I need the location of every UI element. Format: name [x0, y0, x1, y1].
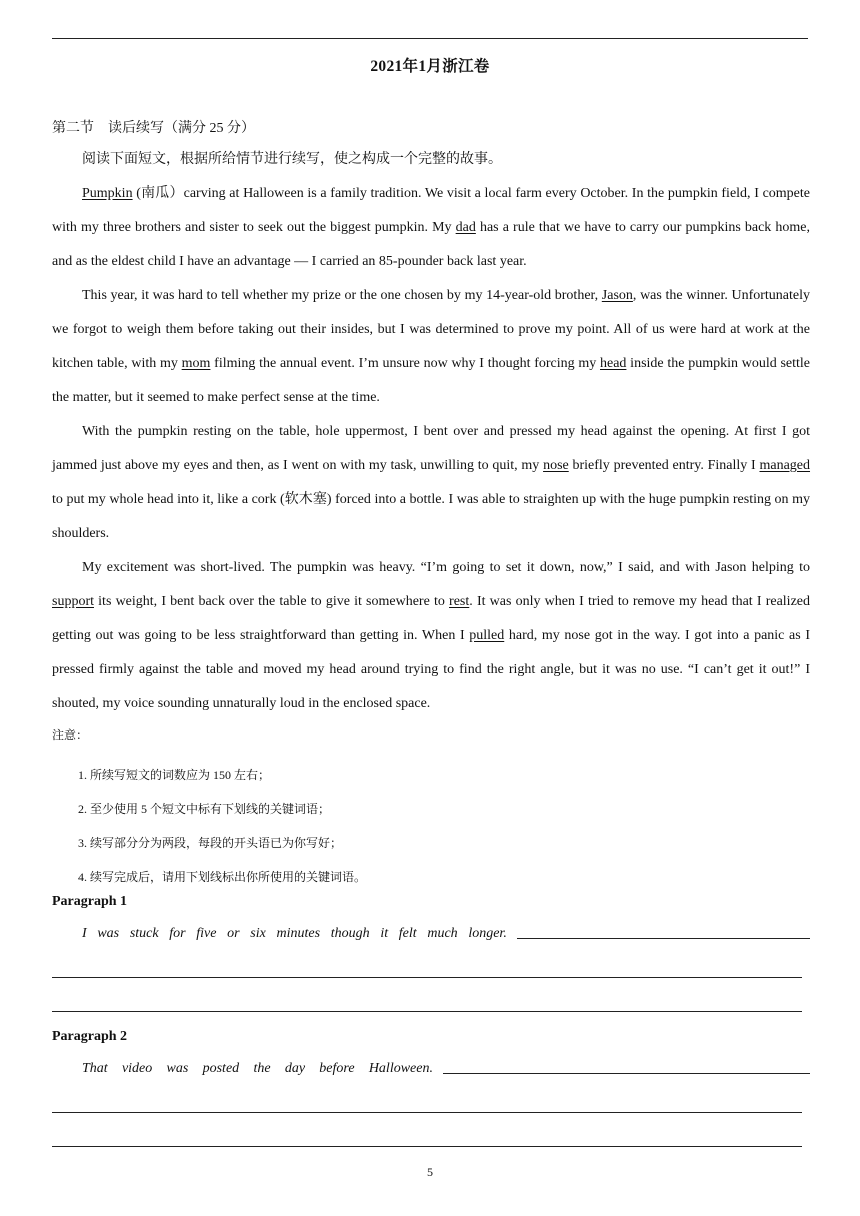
passage-paragraph-1 — [52, 177, 810, 279]
keyword: mom — [181, 356, 211, 371]
starter-word: was — [166, 1061, 189, 1076]
passage-text: With the pumpkin resting on the table, hole uppermost, I bent over and pressed my head against the opening. At first I got jammed just above my eyes and then, as I went on with my task, unwilling to quit, my — [52, 424, 810, 473]
passage-text: . It was only when I tried to remove my head that I realized getting out was going to be less straightforward than getting in. When I — [52, 594, 811, 643]
passage-text: This year, it was hard to tell whether my prize or the one chosen by my 14-year-old brother, — [82, 288, 602, 303]
passage-text: its weight, I bent back over the table to give it somewhere to — [94, 594, 450, 609]
keyword: head — [600, 356, 627, 371]
passage-text: (南瓜）carving at Halloween is a family tradition. We visit a local farm every October. In the pumpkin field, I compete with my three brothers and sister to seek out the biggest pumpkin. My — [52, 186, 810, 235]
starter-word: before — [319, 1061, 355, 1076]
header-rule — [52, 38, 808, 39]
answer-line[interactable] — [52, 1112, 802, 1113]
section-name: 读后续写（满分 25 分） — [108, 121, 255, 136]
starter-word: posted — [202, 1061, 240, 1076]
paragraph-1-label: Paragraph 1 — [52, 894, 128, 909]
passage-text: to put my whole head into it, like a cork (软木塞) forced into a bottle. I was able to straighten up with the huge pumpkin resting on my shoulders. — [52, 492, 810, 541]
paragraph-1-starter — [82, 926, 810, 942]
passage-paragraph-2 — [52, 279, 810, 415]
starter-word: stuck — [129, 926, 159, 941]
passage-paragraph-3 — [52, 415, 810, 551]
starter-word: Halloween. — [368, 1061, 433, 1076]
keyword: support — [52, 594, 94, 609]
keyword: managed — [759, 458, 811, 473]
keyword: pulled — [469, 628, 505, 643]
passage-text: hard, my nose got in the way. I got into a panic as I pressed firmly against the table and moved my head around trying to find the right angle, but it was no use. “I can’t get it out!” I shouted, my voice sounding unnaturally loud in the enclosed space. — [52, 628, 810, 711]
passage-paragraph-4 — [52, 551, 810, 721]
starter-sentence — [82, 1061, 433, 1077]
answer-line[interactable] — [52, 1146, 802, 1147]
passage-text: My excitement was short-lived. The pumpkin was heavy. “I’m going to set it down, now,” I said, and with Jason helping to — [82, 560, 810, 575]
note-item: 1. 所续写短文的词数应为 150 左右； — [78, 768, 271, 782]
section-part: 第二节 — [52, 121, 94, 136]
passage-text: has a rule that we have to carry our pumpkins back home, and as the eldest child I have an advantage — I carried an 85-pounder back last year. — [52, 220, 811, 269]
notes-label: 注意： — [52, 728, 89, 742]
answer-line[interactable] — [517, 937, 810, 939]
starter-word: the — [253, 1061, 271, 1076]
page-title: 2021年1月浙江卷 — [370, 58, 490, 75]
paragraph-2-label: Paragraph 2 — [52, 1029, 128, 1044]
page-number: 5 — [427, 1165, 433, 1179]
starter-word: five — [196, 926, 217, 941]
keyword: nose — [543, 458, 569, 473]
keyword: dad — [455, 220, 476, 235]
starter-word: though — [330, 926, 370, 941]
starter-word: six — [250, 926, 266, 941]
note-item: 2. 至少使用 5 个短文中标有下划线的关键词语； — [78, 802, 331, 816]
answer-line[interactable] — [52, 977, 802, 978]
passage-text: briefly prevented entry. Finally I — [568, 458, 760, 473]
paragraph-2-starter — [82, 1061, 810, 1077]
note-item: 3. 续写部分分为两段，每段的开头语已为你写好； — [78, 836, 343, 850]
keyword: rest — [449, 594, 470, 609]
passage-text: , was the winner. Unfortunately we forgot to weigh them before taking out their insides, but I was determined to prove my point. All of us were hard at work at the kitchen table, with my — [52, 288, 811, 371]
note-item: 4. 续写完成后，请用下划线标出你所使用的关键词语。 — [78, 870, 367, 884]
answer-line[interactable] — [52, 1011, 802, 1012]
starter-word: video — [121, 1061, 153, 1076]
starter-word: was — [97, 926, 120, 941]
notes-list — [78, 758, 366, 894]
instruction-text: 阅读下面短文，根据所给情节进行续写，使之构成一个完整的故事。 — [82, 152, 502, 167]
passage-text: filming the annual event. I’m unsure now why I thought forcing my — [210, 356, 600, 371]
keyword: Jason — [601, 288, 633, 303]
starter-word: felt — [398, 926, 417, 941]
section-heading — [52, 117, 255, 137]
starter-word: much — [427, 926, 458, 941]
starter-word: day — [284, 1061, 306, 1076]
starter-word: longer. — [468, 926, 507, 941]
starter-word: That — [82, 1061, 108, 1076]
keyword: Pumpkin — [82, 186, 133, 201]
answer-line[interactable] — [443, 1072, 810, 1074]
passage-text: inside the pumpkin would settle the matter, but it seemed to make perfect sense at the time. — [52, 356, 810, 405]
starter-word: I — [82, 926, 87, 941]
starter-word: minutes — [276, 926, 321, 941]
starter-word: for — [169, 926, 186, 941]
reading-passage — [52, 143, 810, 721]
starter-word: it — [380, 926, 389, 941]
starter-sentence — [82, 926, 507, 942]
starter-word: or — [227, 926, 240, 941]
